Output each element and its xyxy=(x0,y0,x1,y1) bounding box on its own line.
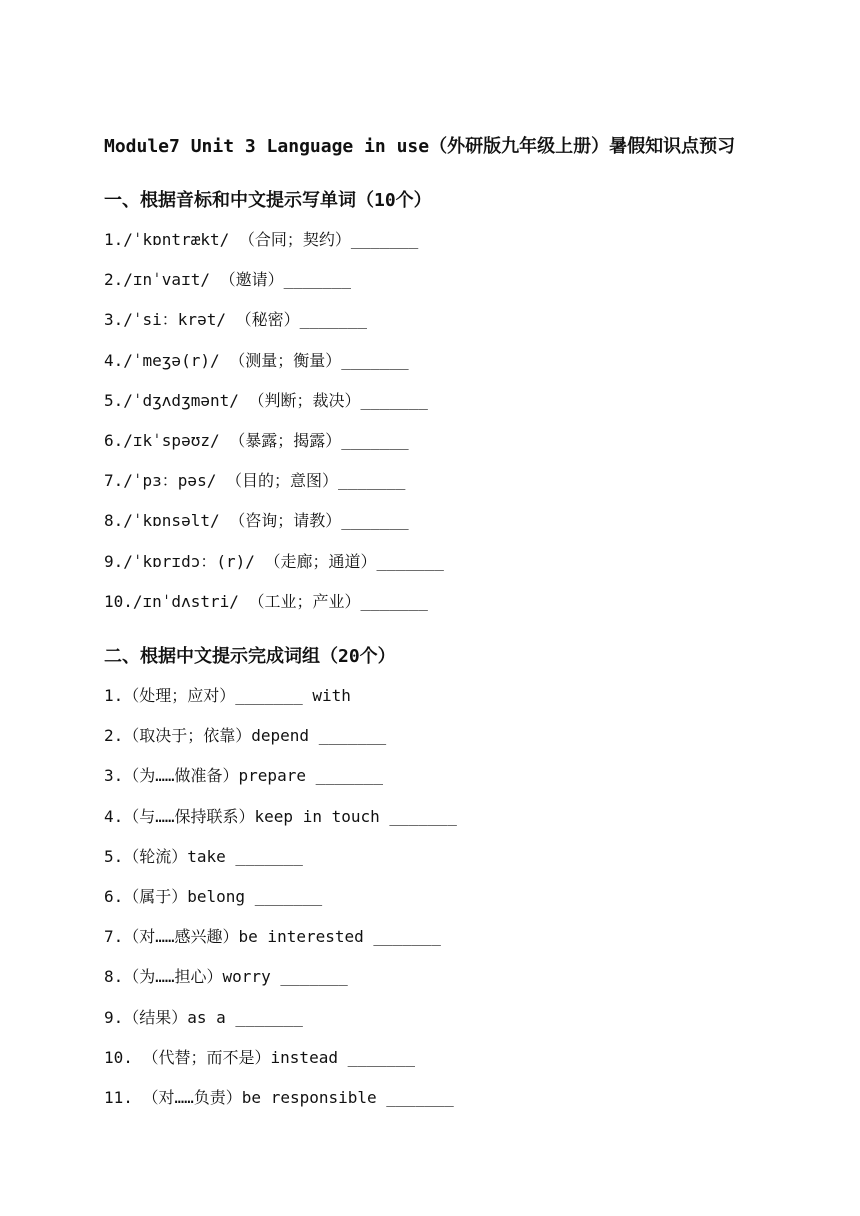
list-item: 7./ˈpɜ：pəs/ （目的；意图）_______ xyxy=(104,471,406,491)
list-item: 3./ˈsi：krət/ （秘密）_______ xyxy=(104,310,368,330)
section-2-list xyxy=(104,684,457,1126)
list-item: 5./ˈdʒʌdʒmənt/ （判断；裁决）_______ xyxy=(104,390,428,410)
list-item: 8./ˈkɒnsəlt/ （咨询；请教）_______ xyxy=(104,511,409,531)
list-item: 9.（结果）as a _______ xyxy=(104,1007,303,1027)
list-item: 2.（取决于；依靠）depend _______ xyxy=(104,726,387,746)
list-item: 11. （对……负责）be responsible _______ xyxy=(104,1087,454,1107)
list-item: 6./ɪkˈspəʊz/ （暴露；揭露）_______ xyxy=(104,430,409,450)
list-item: 1.（处理；应对）_______ with xyxy=(104,686,351,705)
section-1-heading: 一、根据音标和中文提示写单词（10个） xyxy=(104,190,432,211)
document-title: Module7 Unit 3 Language in use（外研版九年级上册）暑假知识点预习 xyxy=(104,136,736,157)
section-2-heading: 二、根据中文提示完成词组（20个） xyxy=(104,646,396,667)
list-item: 1./ˈkɒntrækt/ （合同；契约）_______ xyxy=(104,230,419,249)
list-item: 2./ɪnˈvaɪt/ （邀请）_______ xyxy=(104,270,352,290)
list-item: 8.（为……担心）worry _______ xyxy=(104,967,348,987)
list-item: 10. （代替；而不是）instead _______ xyxy=(104,1047,416,1067)
section-1-list xyxy=(104,228,444,630)
list-item: 9./ˈkɒrɪdɔ：(r)/ （走廊；通道）_______ xyxy=(104,551,444,571)
list-item: 4.（与……保持联系）keep in touch _______ xyxy=(104,806,457,826)
list-item: 5.（轮流）take _______ xyxy=(104,846,303,866)
list-item: 10./ɪnˈdʌstri/ （工业；产业）_______ xyxy=(104,591,428,611)
list-item: 4./ˈmeʒə(r)/ （测量；衡量）_______ xyxy=(104,350,409,370)
list-item: 6.（属于）belong _______ xyxy=(104,886,323,906)
list-item: 7.（对……感兴趣）be interested _______ xyxy=(104,927,441,947)
list-item: 3.（为……做准备）prepare _______ xyxy=(104,766,384,786)
